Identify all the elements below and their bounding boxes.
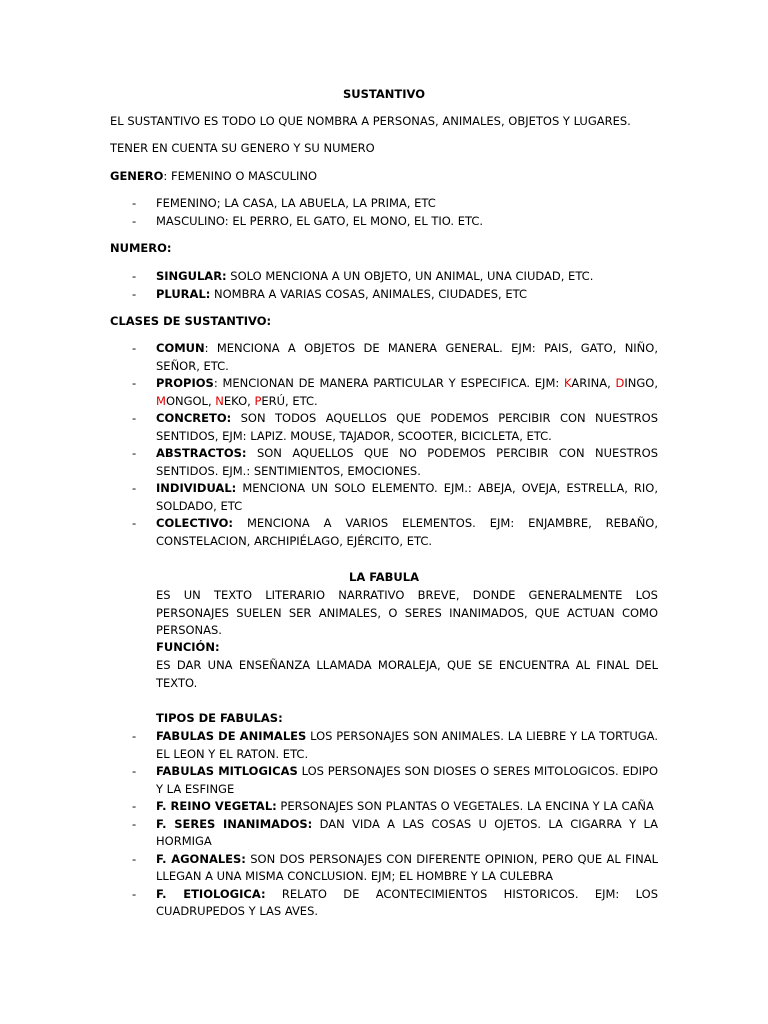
list-item: - FEMENINO; LA CASA, LA ABUELA, LA PRIMA, ETC (110, 195, 658, 213)
tipo-text: DAN VIDA A LAS COSAS U OJETOS. LA CIGARRA Y LA HORMIGA (156, 816, 658, 848)
intro-paragraph: EL SUSTANTIVO ES TODO LO QUE NOMBRA A PERSONAS, ANIMALES, OBJETOS Y LUGARES. (110, 114, 631, 128)
example-rest: EKO, (223, 393, 255, 408)
list-item (110, 286, 658, 304)
clase-text: : MENCIONAN DE MANERA PARTICULAR Y ESPECIFICA. EJM: (213, 376, 565, 390)
list-item: - MASCULINO: EL PERRO, EL GATO, EL MONO, EL TIO. ETC. (110, 213, 658, 231)
clase-text: : MENCIONA A OBJETOS DE MANERA GENERAL. EJM: PAIS, GATO, NIÑO, SEÑOR, ETC. (156, 341, 658, 373)
tipo-text: RELATO DE ACONTECIMIENTOS HISTORICOS. EJM: LOS CUADRUPEDOS Y LAS AVES. (156, 886, 659, 918)
list-item (110, 728, 658, 763)
genero-heading (110, 168, 658, 186)
list-item (110, 515, 658, 550)
numero-label: NUMERO: (110, 241, 172, 255)
list-item (110, 340, 658, 375)
clase-text: MENCIONA A VARIOS ELEMENTOS. EJM: ENJAMBRE, REBAÑO, CONSTELACION, ARCHIPIÉLAGO, EJÉRCITO, ETC. (156, 516, 658, 548)
clase-text: MENCIONA UN SOLO ELEMENTO. EJM.: ABEJA, OVEJA, ESTRELLA, RIO, SOLDADO, ETC (156, 481, 658, 513)
tipos-label: TIPOS DE FABULAS: (156, 711, 283, 725)
fabula-definition: ES UN TEXTO LITERARIO NARRATIVO BREVE, DONDE GENERALMENTE LOS PERSONAJES SUELEN SER ANIMALES, O SERES INANIMADOS, QUE ACTUAN COMO PERSONAS. (156, 588, 658, 637)
document-page (110, 0, 658, 1024)
example-initial: N (215, 393, 224, 408)
funcion-label: FUNCIÓN: (156, 640, 220, 654)
genero-list (110, 195, 658, 230)
page-title: SUSTANTIVO (343, 87, 425, 101)
tipo-term: FABULAS DE ANIMALES (156, 729, 307, 743)
example-initial: M (156, 393, 166, 408)
tipo-text: LOS PERSONAJES SON ANIMALES. LA LIEBRE Y LA TORTUGA. EL LEON Y EL RATON. ETC. (156, 729, 659, 761)
clase-term: CONCRETO: (156, 411, 232, 425)
example-rest: ONGOL, (165, 393, 216, 408)
list-item (110, 480, 658, 515)
tipo-term: FABULAS MITLOGICAS (156, 764, 298, 778)
clase-term: COMUN (156, 341, 205, 355)
clase-term: COLECTIVO: (156, 516, 234, 530)
numero-text: SOLO MENCIONA A UN OBJETO, UN ANIMAL, UNA CIUDAD, ETC. (226, 269, 594, 283)
example-initial: P (254, 393, 262, 408)
funcion-text: ES DAR UNA ENSEÑANZA LLAMADA MORALEJA, QUE SE ENCUENTRA AL FINAL DEL TEXTO. (156, 658, 658, 690)
list-item (110, 410, 658, 445)
list-item (110, 816, 658, 851)
example-rest: INGO, (624, 376, 659, 390)
tipo-text: PERSONAJES SON PLANTAS O VEGETALES. LA ENCINA Y LA CAÑA (276, 799, 654, 813)
numero-term: SINGULAR: (156, 269, 227, 283)
fabula-title: LA FABULA (349, 570, 419, 584)
example-initial: K (564, 376, 572, 390)
numero-heading (110, 240, 658, 258)
numero-term: PLURAL: (156, 286, 211, 301)
clase-text: SON AQUELLOS QUE NO PODEMOS PERCIBIR CON NUESTROS SENTIDOS. EJM.: SENTIMIENTOS, EMOCIONES. (156, 446, 658, 478)
genero-label: GENERO (110, 169, 164, 183)
list-item (110, 268, 658, 286)
tipo-text: LOS PERSONAJES SON DIOSES O SERES MITOLOGICOS. EDIPO Y LA ESFINGE (156, 764, 658, 796)
genero-text: : FEMENINO O MASCULINO (163, 169, 318, 183)
example-rest: ARINA, (571, 376, 616, 390)
clases-label: CLASES DE SUSTANTIVO: (110, 314, 272, 328)
clases-heading (110, 313, 658, 331)
tipos-list (110, 728, 658, 921)
tipo-term: F. AGONALES: (156, 851, 246, 866)
numero-list (110, 268, 658, 303)
tipo-text: SON DOS PERSONAJES CON DIFERENTE OPINION, PERO QUE AL FINAL LLEGAN A UNA MISMA CONCLUSION. EJM; EL HOMBRE Y LA CULEBRA (156, 851, 658, 883)
numero-text: NOMBRA A VARIAS COSAS, ANIMALES, CIUDADES, ETC (210, 286, 528, 301)
clase-text: SON TODOS AQUELLOS QUE PODEMOS PERCIBIR CON NUESTROS SENTIDOS, EJM: LAPIZ. MOUSE, TAJADOR, SCOOTER, BICICLETA, ETC. (156, 411, 658, 443)
tipo-term: F. SERES INANIMADOS: (156, 816, 313, 831)
example-rest: ERÚ, ETC. (261, 393, 318, 408)
tipo-term: F. REINO VEGETAL: (156, 799, 277, 813)
example-initial: D (615, 376, 625, 390)
list-item (110, 763, 658, 798)
note-paragraph: TENER EN CUENTA SU GENERO Y SU NUMERO (110, 141, 375, 155)
tipo-term: F. ETIOLOGICA: (156, 886, 266, 901)
clase-term: INDIVIDUAL: (156, 481, 237, 495)
list-item (110, 375, 658, 410)
list-item (110, 798, 658, 816)
clase-term: ABSTRACTOS: (156, 446, 247, 460)
clase-term: PROPIOS (156, 376, 214, 390)
list-item (110, 886, 658, 921)
list-item (110, 445, 658, 480)
clases-list (110, 340, 658, 550)
tipos-heading (156, 710, 658, 728)
list-item (110, 851, 658, 886)
funcion-heading (156, 639, 658, 657)
